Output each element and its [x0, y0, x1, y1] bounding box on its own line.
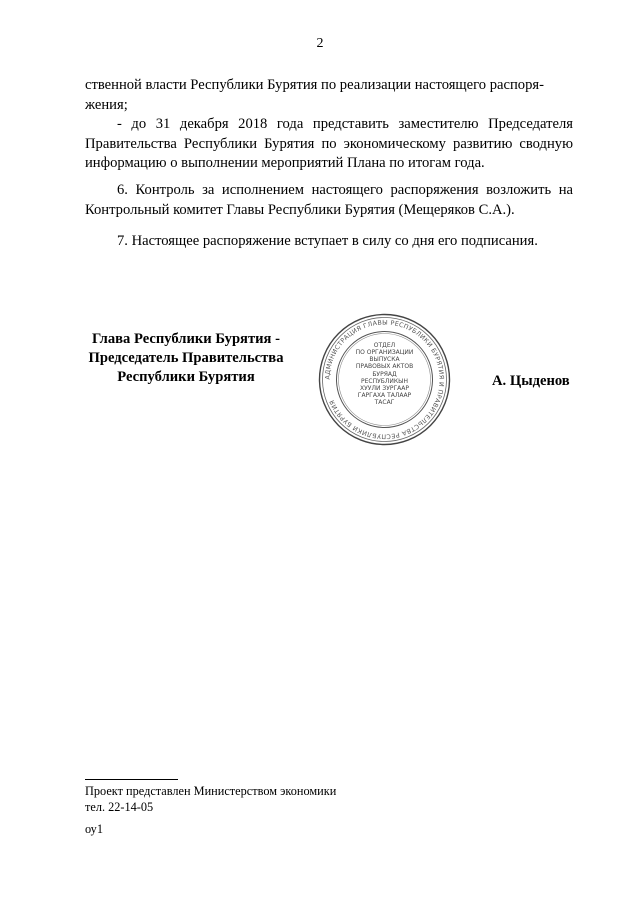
signatory-name: А. Цыденов: [492, 373, 570, 389]
seal-ring-text: АДМИНИСТРАЦИЯ ГЛАВЫ РЕСПУБЛИКИ БУРЯТИЯ И ПРАВИТЕЛЬСТВА РЕСПУБЛИКИ БУРЯТИЯ: [324, 319, 445, 440]
page-number: 2: [316, 36, 324, 51]
seal-text: БУРЯАД: [372, 371, 397, 378]
seal-text: ВЫПУСКА: [369, 356, 400, 363]
seal-text: ПРАВОВЫХ АКТОВ: [355, 363, 414, 370]
signatory-title: [80, 330, 292, 387]
signatory-title-line: Председатель Правительства: [88, 350, 284, 366]
signatory-title-line: Глава Республики Бурятия -: [92, 331, 280, 347]
continuation-paragraph: [85, 76, 573, 174]
seal-text: РЕСПУБЛИКЫН: [361, 378, 408, 385]
seal-text: ПО ОРГАНИЗАЦИИ: [355, 349, 414, 356]
footnote-line: Проект представлен Министерством экономики: [85, 784, 337, 798]
footnote-divider: [85, 779, 178, 780]
item-7-text: 7. Настоящее распоряжение вступает в силу со дня его подписания.: [117, 233, 538, 249]
item-7: [85, 232, 573, 252]
footnote: [85, 783, 336, 815]
seal-text: ТАСАГ: [374, 399, 395, 406]
seal-text: ОТДЕЛ: [373, 342, 396, 349]
seal-text: ГАРГАХА ТАЛААР: [357, 392, 412, 399]
item-6-text: 6. Контроль за исполнением настоящего распоряжения возложить на Контрольный комитет Главы Республики Бурятия (Мещеряков С.А.).: [85, 182, 573, 218]
signatory-title-line: Республики Бурятия: [117, 369, 255, 385]
document-initials: оу1: [85, 822, 103, 836]
text-line: ственной власти Республики Бурятия по реализации настоящего распоря-: [85, 77, 544, 93]
footnote-phone: тел. 22-14-05: [85, 800, 154, 814]
official-seal-stamp: [317, 312, 452, 447]
seal-text: ХУУЛИ ЗУРГААР: [360, 385, 409, 392]
deadline-item: - до 31 декабря 2018 года представить заместителю Председателя Правительства Республики Бурятия по экономическому развитию сводную информацию о выполнении мероприятий Плана по итогам года.: [85, 116, 573, 171]
item-6: [85, 181, 573, 220]
text-line: жения;: [85, 96, 128, 113]
